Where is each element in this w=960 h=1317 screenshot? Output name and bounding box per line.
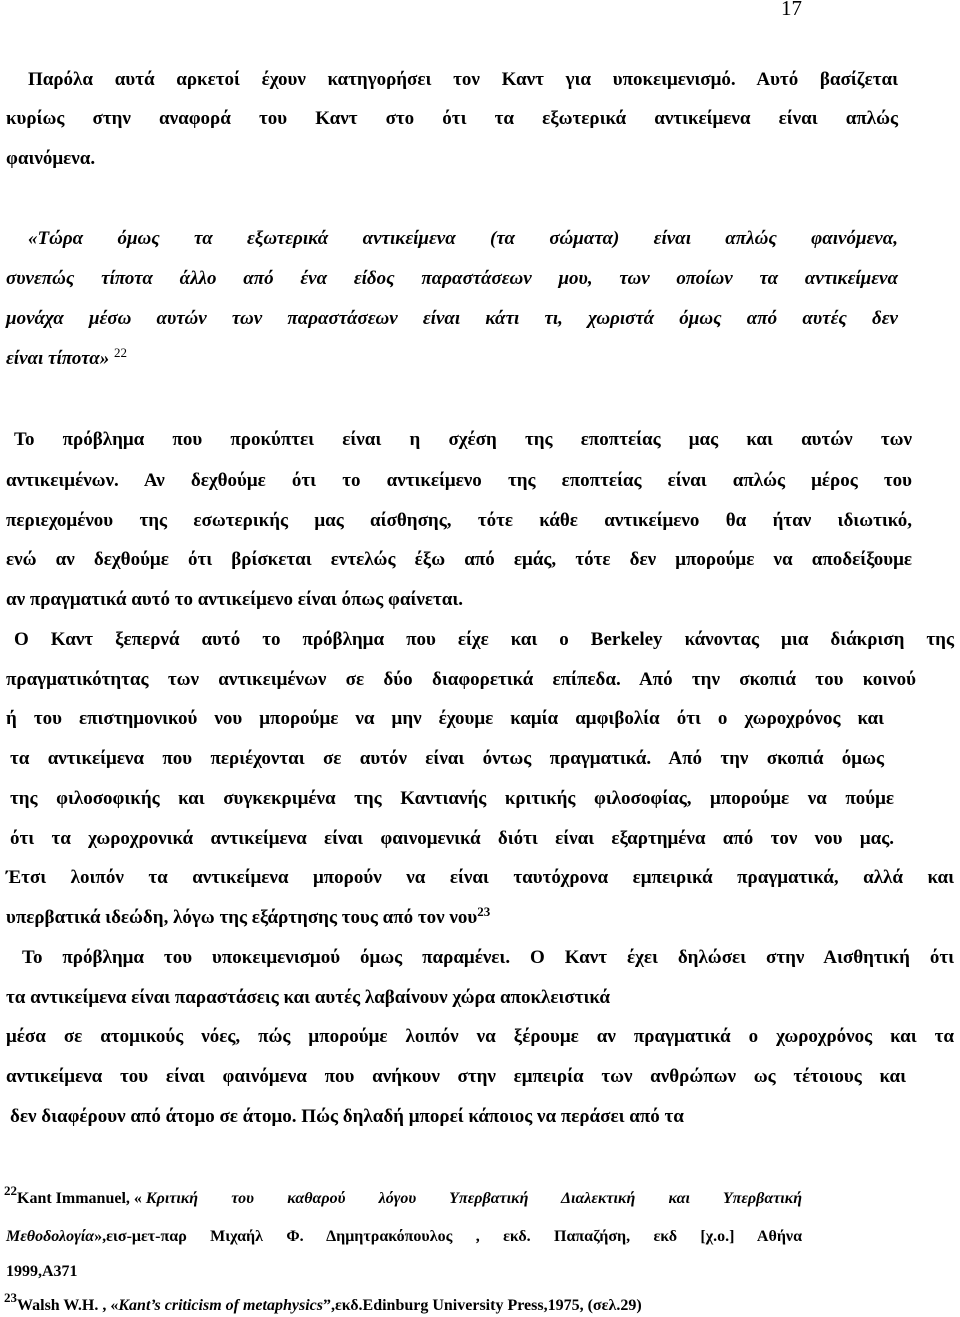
footnote-23-rest: ”,εκδ.Edinburg University Press,1975, (σελ.29)	[322, 1297, 642, 1314]
footnote-23-number: 23	[4, 1290, 17, 1305]
intro-line-1: Παρόλα αυτά αρκετοί έχουν κατηγορήσει τον Καντ για υποκειμενισμό. Αυτό βασίζεται	[28, 69, 898, 90]
footnote-22-title-2: Μεθοδολογία	[6, 1228, 95, 1245]
quote-line-4	[6, 345, 954, 370]
footnote-22-line-3: 1999,Α371	[6, 1263, 78, 1280]
footnote-23-title: Kant’s criticism of metaphysics	[118, 1297, 323, 1314]
body-line-6: Ο Καντ ξεπερνά αυτό το πρόβλημα που είχε και ο Berkeley κάνοντας μια διάκριση της	[14, 629, 954, 650]
body-line-8: ή του επιστημονικού νου μπορούμε να μην έχουμε καμία αμφιβολία ότι ο χωροχρόνος και	[6, 708, 884, 729]
quote-line-3: μονάχα μέσω αυτών των παραστάσεων είναι κάτι τι, χωριστά όμως από αυτές δεν	[6, 308, 898, 329]
body-line-16: μέσα σε ατομικούς νόες, πώς μπορούμε λοιπόν να ξέρουμε αν πραγματικά ο χωροχρόνος και τα	[6, 1026, 954, 1047]
footnote-22-title-1: Κριτική του καθαρού λόγου Υπερβατική Διαλεκτική και Υπερβατική	[145, 1190, 802, 1207]
body-line-4: ενώ αν δεχθούμε ότι βρίσκεται εντελώς έξω από εμάς, τότε δεν μπορούμε να αποδείξουμε	[6, 549, 912, 570]
page-number: 17	[781, 0, 802, 20]
body-line-1: Το πρόβλημα που προκύπτει είναι η σχέση της εποπτείας μας και αυτών των	[14, 429, 912, 450]
footnote-22-head	[4, 1183, 142, 1210]
body-line-12: Έτσι λοιπόν τα αντικείμενα μπορούν να είναι ταυτόχρονα εμπειρικά πραγματικά, αλλά και	[6, 867, 954, 888]
body-line-17: αντικείμενα του είναι φαινόμενα που ανήκουν στην εμπειρία των ανθρώπων ως τέτοιους και	[6, 1066, 906, 1087]
quote-line-4-text: είναι τίποτα»	[6, 348, 110, 369]
body-line-14: Το πρόβλημα του υποκειμενισμού όμως παραμένει. Ο Καντ έχει δηλώσει στην Αισθητική ότι	[22, 947, 954, 968]
body-line-5: αν πραγματικά αυτό το αντικείμενο είναι όπως φαίνεται.	[6, 589, 463, 610]
body-line-7: πραγματικότητας των αντικειμένων σε δύο διαφορετικά επίπεδα. Από την σκοπιά του κοινού	[6, 669, 916, 690]
body-line-13-text: υπερβατικά ιδεώδη, λόγω της εξάρτησης τους από τον νου	[6, 907, 478, 928]
footnote-22-rest: »,εισ-μετ-παρ Μιχαήλ Φ. Δημητρακόπουλος , εκδ. Παπαζήση, εκδ [χ.ο.] Αθήνα	[94, 1228, 802, 1245]
body-line-2: αντικειμένων. Αν δεχθούμε ότι το αντικείμενο της εποπτείας είναι απλώς μέρος του	[6, 470, 912, 491]
body-line-10: της φιλοσοφικής και συγκεκριμένα της Καντιανής κριτικής φιλοσοφίας, μπορούμε να πούμε	[10, 788, 894, 809]
footnote-22-line-1	[4, 1183, 802, 1210]
footnote-22-author: Kant Immanuel, «	[17, 1190, 142, 1207]
body-line-18: δεν διαφέρουν από άτομο σε άτομο. Πώς δηλαδή μπορεί κάποιος να περάσει από τα	[10, 1106, 684, 1127]
intro-line-2: κυρίως στην αναφορά του Καντ στο ότι τα εξωτερικά αντικείμενα είναι απλώς	[6, 108, 898, 129]
footnote-ref-23: 23	[477, 904, 491, 919]
body-line-3: περιεχομένου της εσωτερικής μας αίσθησης, τότε κάθε αντικείμενο θα ήταν ιδιωτικό,	[6, 510, 912, 531]
quote-line-1: «Τώρα όμως τα εξωτερικά αντικείμενα (τα σώματα) είναι απλώς φαινόμενα,	[28, 228, 898, 249]
footnote-ref-22: 22	[114, 345, 128, 360]
body-line-13	[6, 904, 954, 929]
body-line-15: τα αντικείμενα είναι παραστάσεις και αυτές λαβαίνουν χώρα αποκλειστικά	[6, 987, 610, 1008]
footnote-23-author: Walsh W.H. , «	[17, 1297, 119, 1314]
footnote-22-number: 22	[4, 1183, 17, 1198]
footnote-22-line-2	[6, 1226, 802, 1248]
footnote-23-line	[4, 1290, 954, 1317]
intro-line-3: φαινόμενα.	[6, 148, 96, 169]
body-line-11: ότι τα χωροχρονικά αντικείμενα είναι φαινομενικά διότι είναι εξαρτημένα από τον νου μας.	[10, 828, 894, 849]
body-line-9: τα αντικείμενα που περιέχονται σε αυτόν είναι όντως πραγματικά. Από την σκοπιά όμως	[10, 748, 884, 769]
quote-line-2: συνεπώς τίποτα άλλο από ένα είδος παραστάσεων μου, των οποίων τα αντικείμενα	[6, 268, 898, 289]
